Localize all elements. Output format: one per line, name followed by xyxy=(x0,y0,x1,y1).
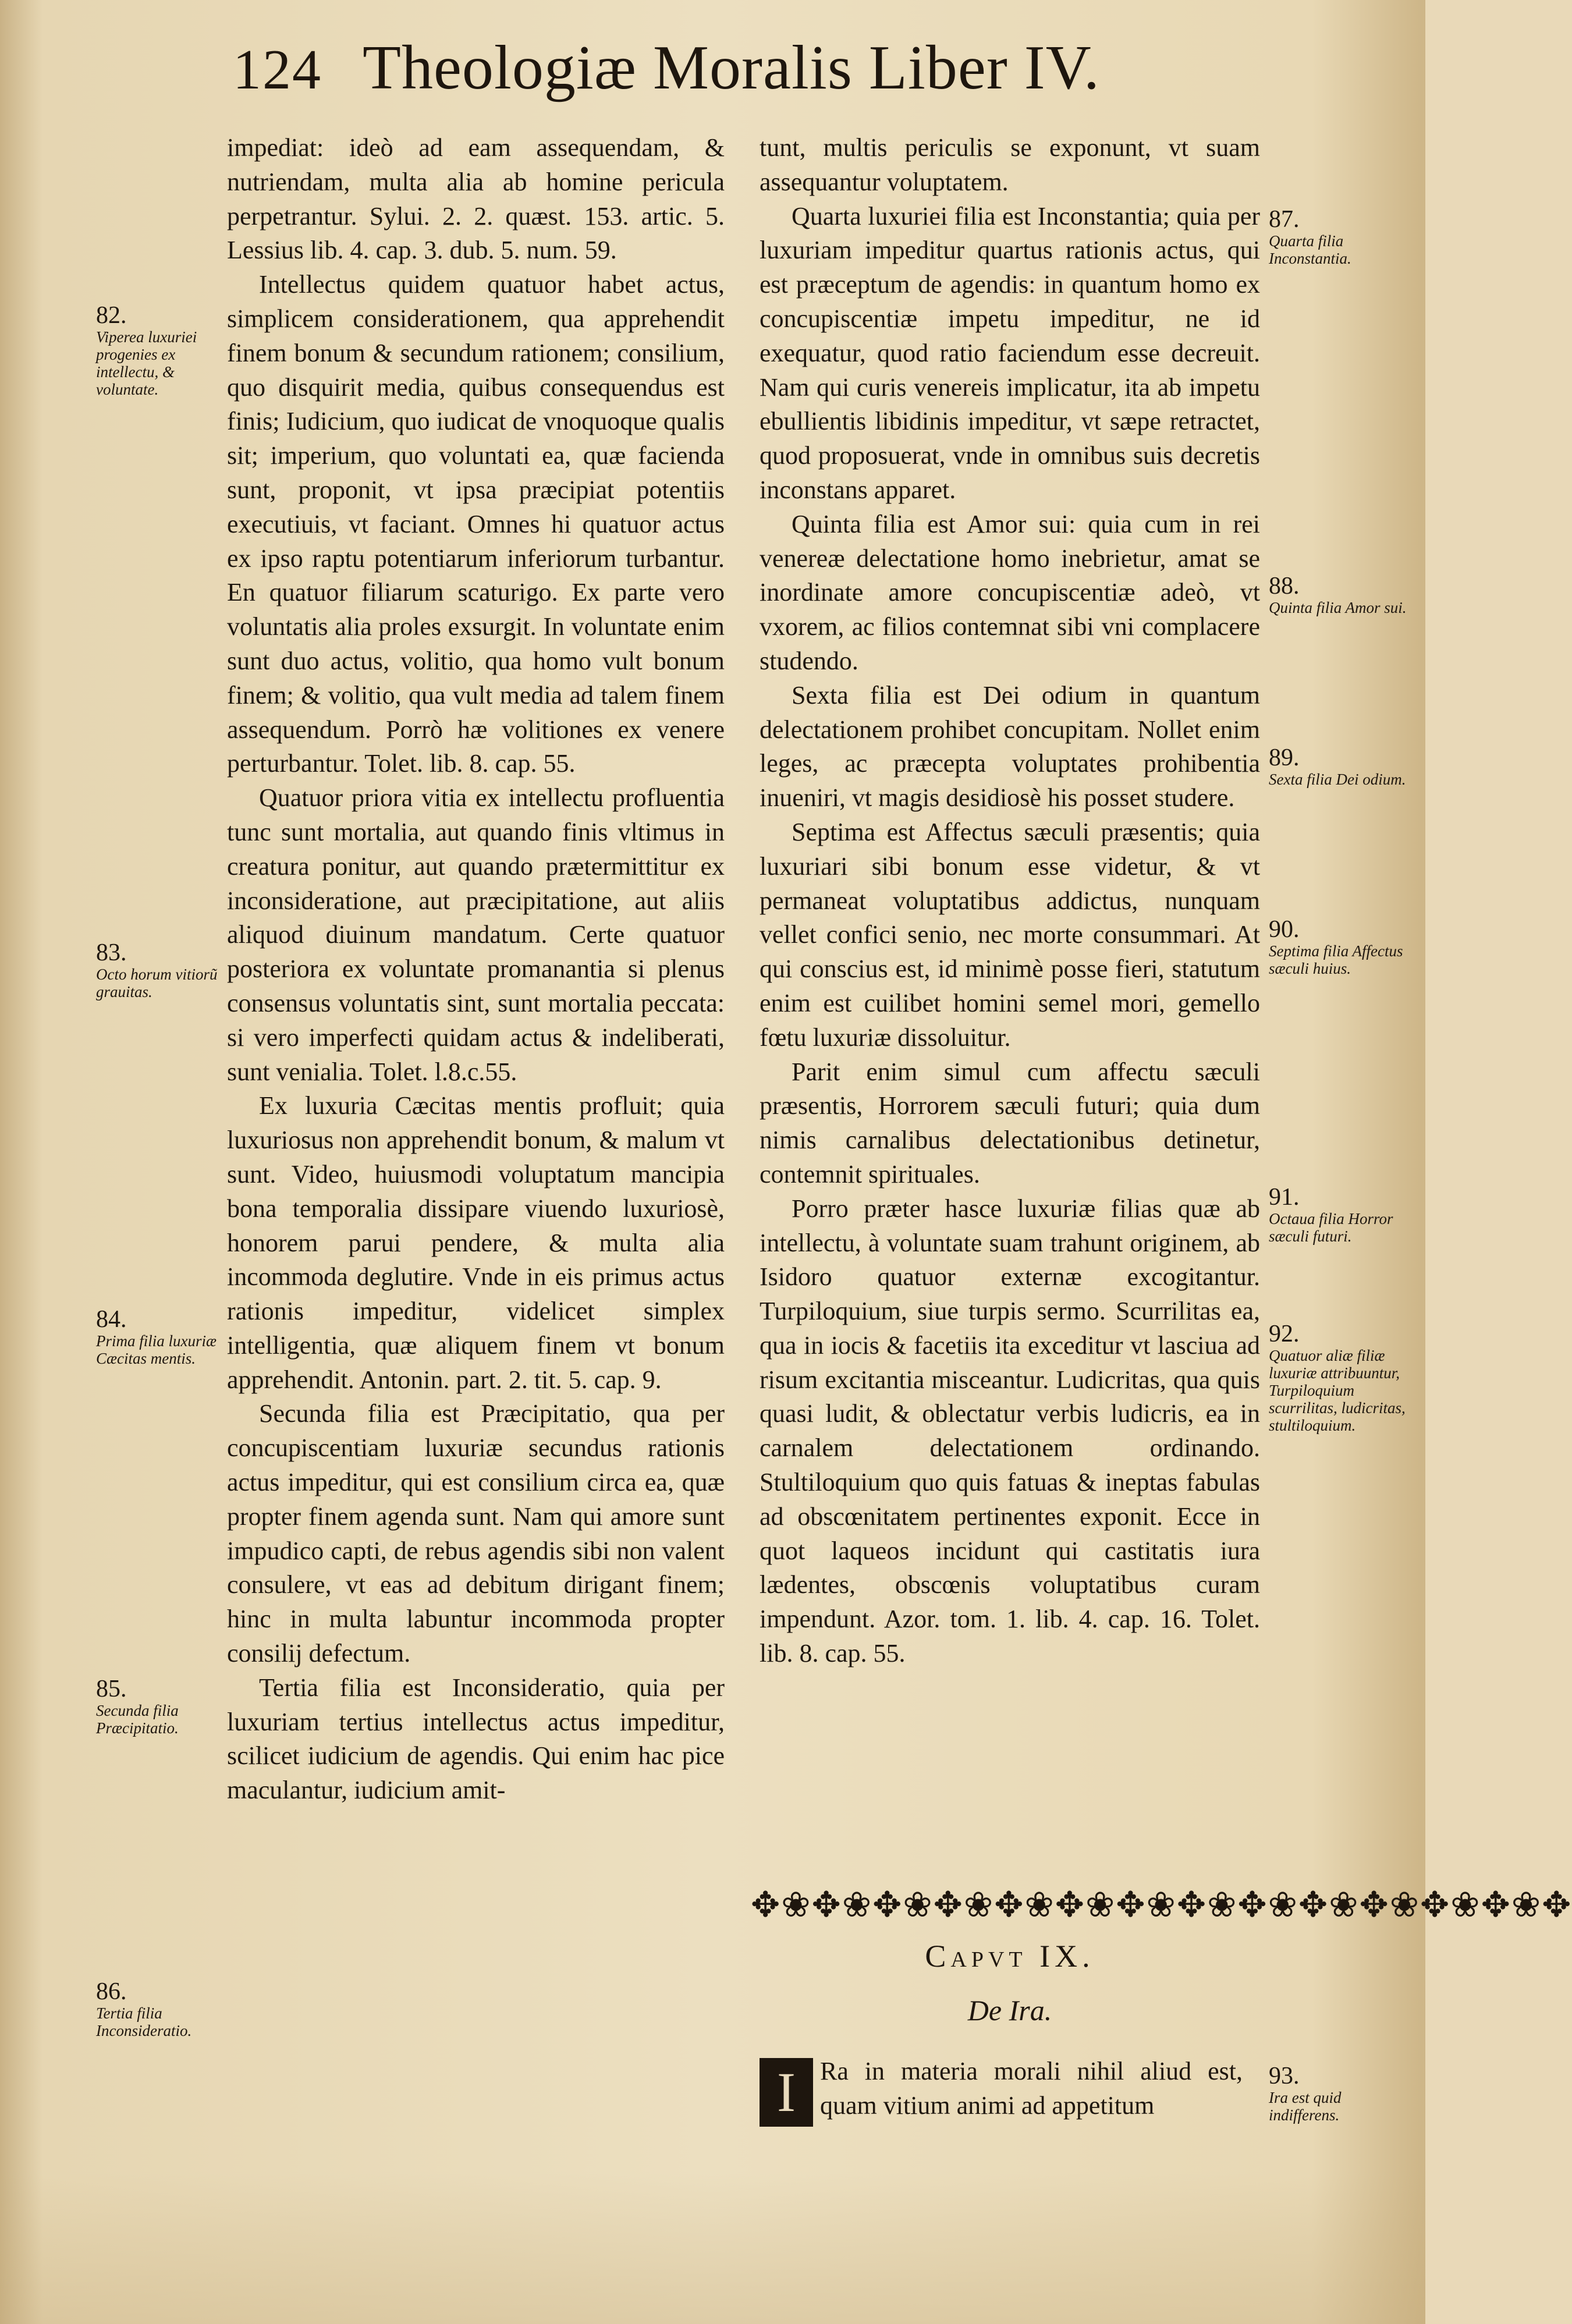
margin-number: 92. xyxy=(1269,1321,1300,1347)
paragraph: Quatuor priora vitia ex intellectu profluentia tunc sunt mortalia, aut quando finis vltimus in creatura ponitur, aut quando prætermittitur ex inconsideratione, aut præcipitatione, aut aliis aliquod diuinum mandatum. Certe quatuor posteriora ex voluntate promanantia si plenus consensus voluntatis sint, sunt mortalia peccata: si vero imperfecti quidam actus & indeliberati, sunt venialia. Tolet. l.8.c.55. xyxy=(227,783,725,1086)
margin-number: 82. xyxy=(96,302,127,329)
margin-note xyxy=(1269,573,1408,616)
paragraph: Secunda filia est Præcipitatio, qua per concupiscentiam luxuriæ secundus rationis actus impeditur, qui est consilium circa ea, quæ propter finem agenda sunt. Nam qui amore sunt impudico capti, de rebus agendis sibi non valent consulere, vt eas ad debitum dirigant finem; hinc in multa labuntur incommoda propter consilij defectum. xyxy=(227,1399,725,1668)
paragraph: Parit enim simul cum affectu sæculi præsentis, Horrorem sæculi futuri; quia dum nimis carnalibus delectationibus detinetur, contemnit spirituales. xyxy=(760,1057,1260,1188)
paragraph xyxy=(760,2055,1243,2123)
paragraph: Ex luxuria Cæcitas mentis profluit; quia luxuriosus non apprehendit bonum, & malum vt sunt. Video, huiusmodi voluptatum mancipia bona temporalia dissipare viuendo luxuriosè, honorem parui pendere, & multa alia incommoda deglutire. Vnde in eis primus actus rationis impeditur, videlicet simplex intelligentia, quæ aliquem finem vt bonum apprehendit. Antonin. part. 2. tit. 5. cap. 9. xyxy=(227,1091,725,1394)
decorative-border: ✥❀✥❀✥❀✥❀✥❀✥❀✥❀✥❀✥❀✥❀✥❀✥❀✥❀✥ xyxy=(751,1886,1572,1924)
margin-text: Secunda filia Præcipitatio. xyxy=(96,1702,179,1737)
margin-text: Octaua filia Horror sæculi futuri. xyxy=(1269,1210,1393,1245)
drop-cap: I xyxy=(760,2058,813,2127)
margin-number: 84. xyxy=(96,1306,127,1333)
chapter-heading: Capvt IX. xyxy=(925,1939,1095,1974)
margin-text: Viperea luxuriei progenies ex intellectu, & voluntate. xyxy=(96,328,197,398)
margin-text: Ira est quid indifferens. xyxy=(1269,2089,1342,2124)
page-number: 124 xyxy=(233,38,322,101)
margin-note xyxy=(1269,1184,1408,1245)
margin-number: 83. xyxy=(96,939,127,966)
left-column xyxy=(227,131,725,1808)
margin-number: 91. xyxy=(1269,1184,1300,1211)
running-title: Theologiæ Moralis Liber IV. xyxy=(363,33,1100,102)
paragraph: Quinta filia est Amor sui: quia cum in rei venereæ delectatione homo inebrietur, amat se inordinate amore concupiscentiæ adeò, vt vxorem, ac filios contemnat sibi vni complacere studendo. xyxy=(760,509,1260,675)
page-header xyxy=(233,32,1222,119)
margin-text: Sexta filia Dei odium. xyxy=(1269,771,1406,788)
margin-text: Tertia filia Inconsideratio. xyxy=(96,2004,192,2039)
margin-text: Octo horum vitiorũ grauitas. xyxy=(96,966,218,1000)
paragraph: Sexta filia est Dei odium in quantum delectationem prohibet concupitam. Nollet enim leges, ac præcepta voluptates prohibentia inueniri, vt magis desidiosè his posset studere. xyxy=(760,680,1260,812)
margin-note xyxy=(96,1307,218,1367)
paragraph: Tertia filia est Inconsideratio, quia per luxuriam tertius intellectus actus impeditur, scilicet iudicium de agendis. Qui enim hac pice maculantur, iudicium amit- xyxy=(227,1673,725,1805)
margin-text: Septima filia Affectus sæculi huius. xyxy=(1269,942,1403,977)
margin-number: 89. xyxy=(1269,744,1300,771)
margin-number: 85. xyxy=(96,1676,127,1702)
paragraph: Porro præter hasce luxuriæ filias quæ ab intellectu, à voluntate suam trahunt originem, ab Isidoro quatuor externæ excogitantur. Turpiloquium, siue turpis sermo. Scurrilitas ea, qua in iocis & facetiis ita exceditur vt lasciua ad risum excitantia misceantur. Ludicritas, qua quis quasi ludit, & oblectatur verbis ludicris, ea in carnalem delectationem ordinando. Stultiloquium quo quis fatuas & ineptas fabulas ad obscœnitatem pertinentes exponit. Ecce in quot laqueos incidunt qui castitatis iura lædentes, obscœnis voluptatibus curam impendunt. Azor. tom. 1. lib. 4. cap. 16. Tolet. lib. 8. cap. 55. xyxy=(760,1194,1260,1668)
margin-note xyxy=(1269,2063,1408,2124)
margin-text: Quinta filia Amor sui. xyxy=(1269,599,1407,616)
paragraph: Quarta luxuriei filia est Inconstantia; quia per luxuriam impeditur quartus rationis actus, qui est præceptum de agendis: in quantum homo ex concupiscentiæ impetu impeditur, ne id exequatur, quod ratio faciendum esse decreuit. Nam qui curis venereis implicatur, ita ab impetu ebullientis libidinis impeditur, vt sæpe retractet, quod proposuerat, vnde in omnibus suis decretis inconstans apparet. xyxy=(760,201,1260,504)
margin-number: 86. xyxy=(96,1978,127,2005)
margin-number: 87. xyxy=(1269,206,1300,233)
right-column xyxy=(760,131,1260,1671)
margin-note xyxy=(96,940,218,1000)
margin-text: Quatuor aliæ filiæ luxuriæ attribuuntur, Turpiloquium scurrilitas, ludicritas, stultiloquium. xyxy=(1269,1347,1406,1434)
paragraph: tunt, multis periculis se exponunt, vt suam assequantur voluptatem. xyxy=(760,133,1260,196)
margin-number: 90. xyxy=(1269,916,1300,943)
page-stain xyxy=(0,2173,1425,2324)
chapter-opening xyxy=(760,2055,1243,2127)
margin-text: Quarta filia Inconstantia. xyxy=(1269,232,1351,267)
chapter-subheading: De Ira. xyxy=(967,1994,1052,2027)
paragraph: Septima est Affectus sæculi præsentis; quia luxuriari sibi bonum esse videtur, & vt permaneat voluptatibus addictus, nunquam vellet confici senio, nec morte consummari. At qui conscius est, id minimè posse fieri, statutum enim est cuilibet homini semel mori, gemello fœtu luxuriæ dissoluitur. xyxy=(760,817,1260,1052)
margin-note xyxy=(1269,917,1408,977)
margin-note xyxy=(1269,207,1408,267)
margin-number: 88. xyxy=(1269,573,1300,599)
margin-note xyxy=(1269,1321,1408,1434)
paragraph: impediat: ideò ad eam assequendam, & nutriendam, multa alia ab homine pericula perpetrantur. Sylui. 2. 2. quæst. 153. artic. 5. Lessius lib. 4. cap. 3. dub. 5. num. 59. xyxy=(227,133,725,265)
margin-text: Prima filia luxuriæ Cæcitas mentis. xyxy=(96,1332,217,1367)
margin-note xyxy=(96,303,218,398)
margin-note xyxy=(96,1676,218,1737)
margin-note xyxy=(1269,745,1408,788)
margin-number: 93. xyxy=(1269,2063,1300,2089)
paragraph: Intellectus quidem quatuor habet actus, simplicem considerationem, qua apprehendit finem bonum & secundum rationem; consilium, quo disquirit media, quibus consequendus est finis; Iudicium, quo iudicat de vnoquoque qualis sit; imperium, quo voluntati ea, quæ facienda sunt, proponit, vt ipsa præcipiat potentiis executiuis, vt faciant. Omnes hi quatuor actus ex ipso raptu potentiarum inferiorum turbantur. En quatuor filiarum scaturigo. Ex parte vero voluntatis alia proles exsurgit. In voluntate enim sunt duo actus, volitio, qua homo vult bonum finem; & volitio, qua vult media ad talem finem assequendum. Porrò hæ volitiones ex venere perturbantur. Tolet. lib. 8. cap. 55. xyxy=(227,270,725,778)
margin-note xyxy=(96,1979,218,2039)
chapter-text: Ra in materia morali nihil aliud est, quam vitium animi ad appetitum xyxy=(820,2057,1243,2120)
